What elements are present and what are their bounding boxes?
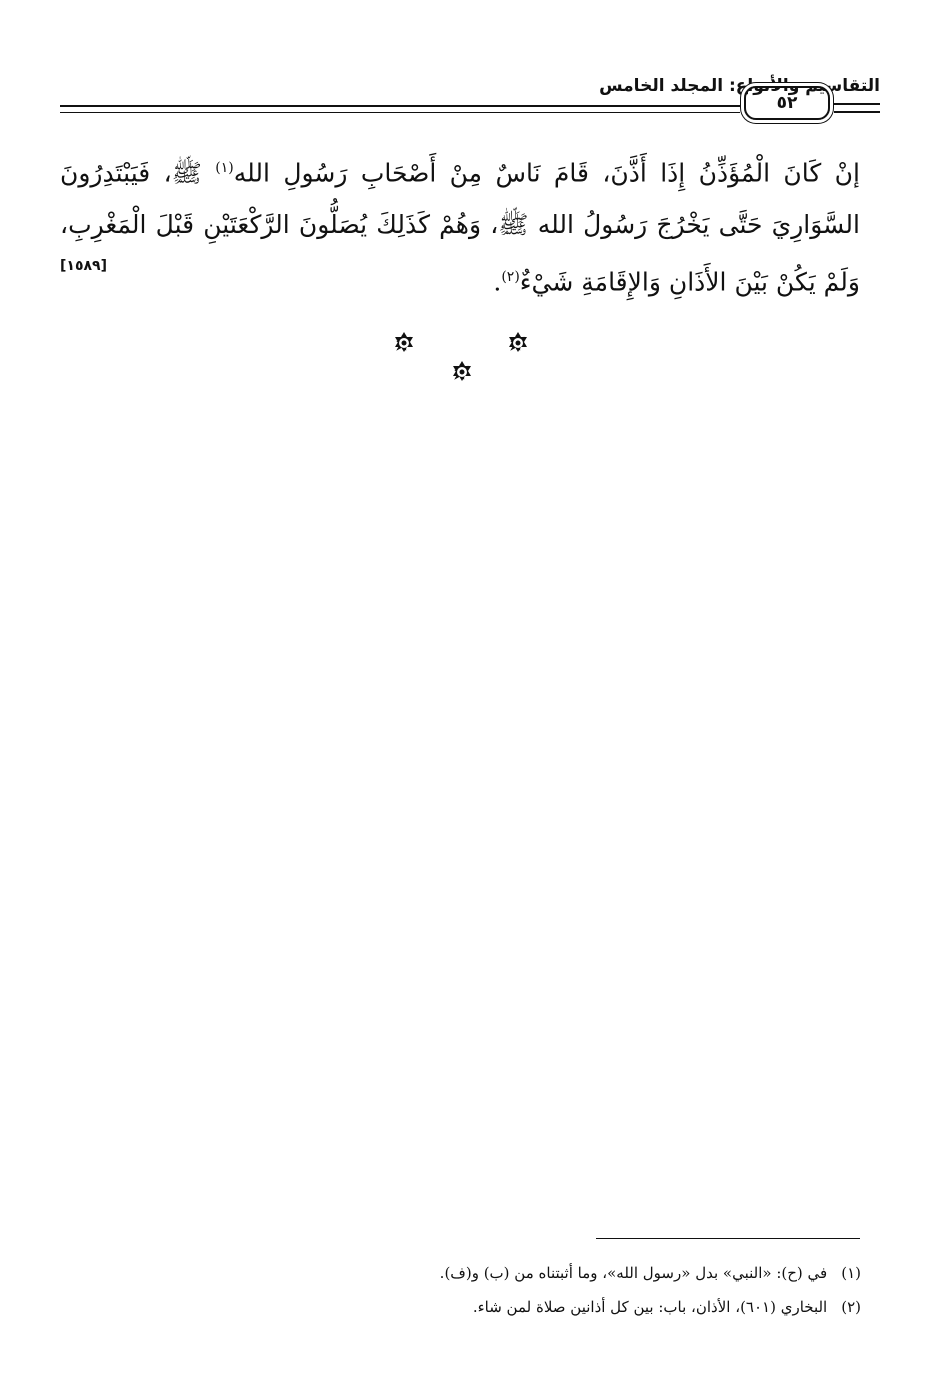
header-rule (60, 105, 740, 113)
page-number: ٥٢ (744, 86, 830, 120)
footnote (321, 1290, 861, 1324)
ornament-icon (392, 331, 416, 355)
footnotes (321, 1256, 861, 1324)
ornament-icon (506, 331, 530, 355)
footnote-text: في (ح): «النبي» بدل «رسول الله»، وما أثبتناه من (ب) و(ف). (439, 1264, 828, 1282)
header-rule-short (834, 103, 880, 113)
ornament-icon (450, 360, 474, 384)
footnote-number: (١) (841, 1264, 861, 1282)
text-end: . (493, 267, 502, 297)
hadith-number: [١٥٨٩] (60, 258, 107, 274)
text-part-1: إنْ كَانَ الْمُؤَذِّنُ إِذَا أَذَّنَ، قَامَ نَاسٌ مِنْ أَصْحَابِ رَسُولِ الله (233, 158, 860, 188)
text-part-2: ﷺ، فَيَبْتَدِرُونَ السَّوَارِيَ حَتَّى يَخْرُجَ رَسُولُ الله ﷺ، وَهُمْ كَذَلِكَ يُصَلُّونَ الرَّكْعَتَيْنِ قَبْلَ الْمَغْرِبِ، وَلَمْ يَكُنْ بَيْنَ الأَذَانِ وَالإِقَامَةِ شَيْءٌ (60, 158, 860, 297)
hadith-text (60, 142, 860, 309)
page-header (60, 70, 880, 130)
footnote-text: البخاري (٦٠١)، الأذان، باب: بين كل أذانين صلاة لمن شاء. (472, 1298, 828, 1316)
footnote-ref-1[interactable]: (١) (215, 160, 234, 176)
footnote-number: (٢) (841, 1298, 861, 1316)
running-title: التقاسيم والأنواع: المجلد الخامس (599, 76, 880, 96)
footnote-ref-2[interactable]: (٢) (501, 269, 520, 286)
footnote (321, 1256, 861, 1290)
footnote-separator (596, 1238, 860, 1239)
